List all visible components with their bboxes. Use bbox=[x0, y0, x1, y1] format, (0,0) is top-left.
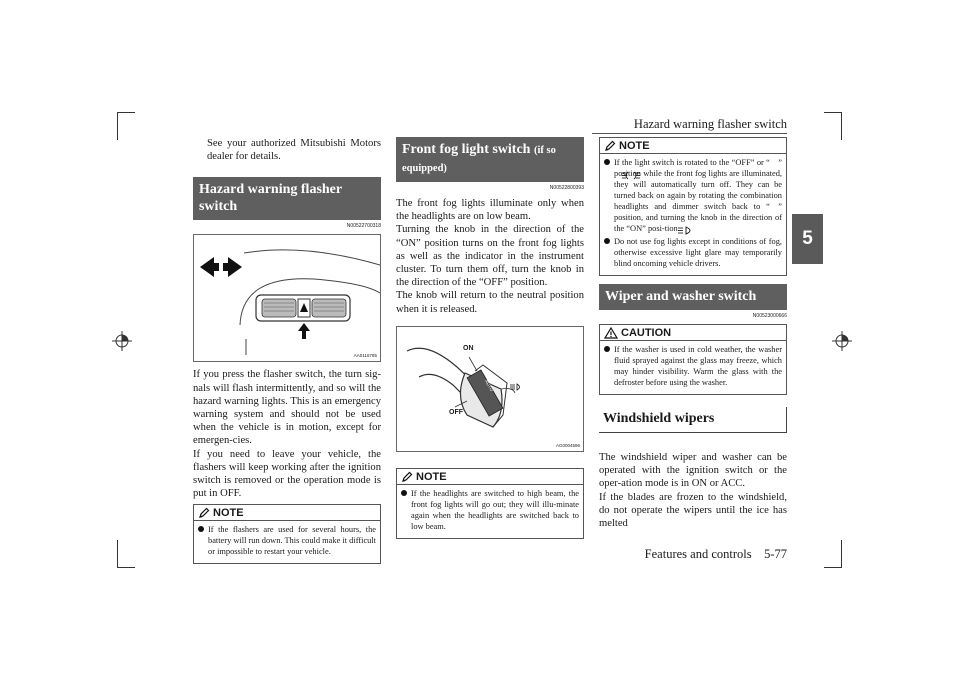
off-label: OFF bbox=[449, 408, 463, 416]
heading-main: Front fog light switch bbox=[402, 142, 531, 157]
caution-header bbox=[600, 325, 786, 340]
bullet-icon bbox=[198, 526, 204, 532]
note-item: If the headlights are switched to high beam, the front fog lights will go out; they will illu-minate again when the headlights are switched back to low beam. bbox=[401, 488, 579, 532]
registration-mark-icon bbox=[832, 331, 852, 351]
section-heading: Wiper and washer switch bbox=[599, 284, 787, 310]
note-item: If the flashers are used for several hours, the battery will run down. This could make it difficult or impossible to restart your vehicle. bbox=[198, 524, 376, 557]
hazard-switch-illustration bbox=[194, 235, 381, 361]
chapter-tab: 5 bbox=[792, 214, 823, 264]
running-header: Hazard warning flasher switch bbox=[633, 117, 787, 131]
bullet-icon bbox=[604, 238, 610, 244]
caution-item: If the washer is used in cold weather, the washer fluid sprayed against the glass may freeze, which may hinder visibility. Warm the glass with the defroster before using the washer. bbox=[604, 344, 782, 388]
note-title: NOTE bbox=[416, 470, 447, 483]
running-footer: Features and controls 5-77 bbox=[644, 547, 787, 561]
column-1 bbox=[193, 135, 381, 564]
note-header bbox=[600, 138, 786, 153]
section-code: N00522700318 bbox=[346, 223, 381, 230]
auto-label: AUTO bbox=[483, 378, 495, 392]
body-paragraph: If you press the flasher switch, the turn sig-nals will flash intermittently, and so will the hazard warning lights. This is an emergency warning system and should not be used when the vehicle is in motion, except for emergen-cies. bbox=[193, 369, 381, 447]
body-paragraph: The knob will return to the neutral position when it is released. bbox=[396, 290, 584, 315]
note-title: NOTE bbox=[619, 140, 650, 152]
note-box bbox=[193, 504, 381, 564]
heading-sub: (if so equipped) bbox=[402, 145, 556, 174]
figure-code: AA0116785 bbox=[353, 353, 377, 359]
sub-heading: Windshield wipers bbox=[599, 407, 787, 433]
bullet-icon bbox=[604, 346, 610, 352]
caution-body bbox=[600, 340, 786, 394]
note-body bbox=[194, 520, 380, 563]
section-heading: Hazard warning flasher switch bbox=[193, 177, 381, 220]
crop-mark bbox=[824, 567, 842, 568]
note-title: NOTE bbox=[213, 507, 244, 520]
crop-mark bbox=[117, 112, 135, 113]
crop-mark bbox=[117, 540, 118, 568]
body-paragraph: The windshield wiper and washer can be operated with the ignition switch or the oper-ation mode is in ON or ACC. bbox=[599, 452, 787, 490]
note-box bbox=[396, 468, 584, 539]
note-body bbox=[397, 484, 583, 538]
hazard-switch-figure bbox=[193, 234, 381, 362]
pencil-icon bbox=[401, 471, 413, 483]
turn-signal-arrows-icon bbox=[198, 255, 244, 279]
pencil-icon bbox=[604, 140, 616, 152]
warning-triangle-icon bbox=[604, 327, 618, 339]
header-rule bbox=[592, 133, 787, 134]
crop-mark bbox=[841, 540, 842, 568]
note-item: If the light switch is rotated to the “OFF” or “ ” position while the front fog lights are illuminated, they will automatically turn off. They can be turned back on again by rotating the combination headlights and dimmer switch back to “ ” position, and turning the knob in the direction of the “ON” posi-tion. bbox=[604, 157, 782, 234]
headlight-icon bbox=[509, 383, 523, 391]
pencil-icon bbox=[198, 507, 210, 519]
note-body bbox=[600, 153, 786, 275]
position-lamp-icon bbox=[621, 171, 641, 180]
section-heading bbox=[396, 137, 584, 182]
fog-light-switch-figure bbox=[396, 326, 584, 452]
bullet-icon bbox=[604, 159, 610, 165]
note-box bbox=[599, 137, 787, 276]
section-code: N00523000666 bbox=[752, 313, 787, 319]
note-header bbox=[194, 505, 380, 520]
section-code: N00522800393 bbox=[549, 185, 584, 191]
crop-mark bbox=[117, 567, 135, 568]
column-2 bbox=[396, 135, 584, 539]
body-paragraph: Turning the knob in the direction of the “ON” position turns on the front fog lights as well as the indicator in the instrument cluster. To turn them off, turn the knob in the direction of the “OFF” position. bbox=[396, 224, 584, 289]
crop-mark bbox=[117, 112, 118, 140]
note-header bbox=[397, 469, 583, 484]
intro-text: See your authorized Mitsubishi Motors dealer for details. bbox=[207, 138, 381, 163]
body-paragraph: If you need to leave your vehicle, the flashers will keep working after the ignition switch is removed or the operation mode is put in OFF. bbox=[193, 448, 381, 500]
body-paragraph: If the blades are frozen to the windshield, do not operate the wipers until the ice has melted bbox=[599, 491, 787, 530]
crop-mark bbox=[841, 112, 842, 140]
registration-mark-icon bbox=[112, 331, 132, 351]
crop-mark bbox=[824, 112, 842, 113]
column-3 bbox=[599, 135, 787, 530]
caution-box bbox=[599, 324, 787, 395]
bullet-icon bbox=[401, 490, 407, 496]
body-paragraph: The front fog lights illuminate only when the headlights are on low beam. bbox=[396, 198, 584, 223]
figure-code: AG0004596 bbox=[555, 442, 580, 448]
caution-title: CAUTION bbox=[621, 327, 672, 339]
on-label: ON bbox=[463, 344, 474, 352]
headlight-icon bbox=[677, 226, 697, 235]
note-item: Do not use fog lights except in conditions of fog, otherwise excessive light glare may temporarily blind oncoming vehicle drivers. bbox=[604, 236, 782, 269]
